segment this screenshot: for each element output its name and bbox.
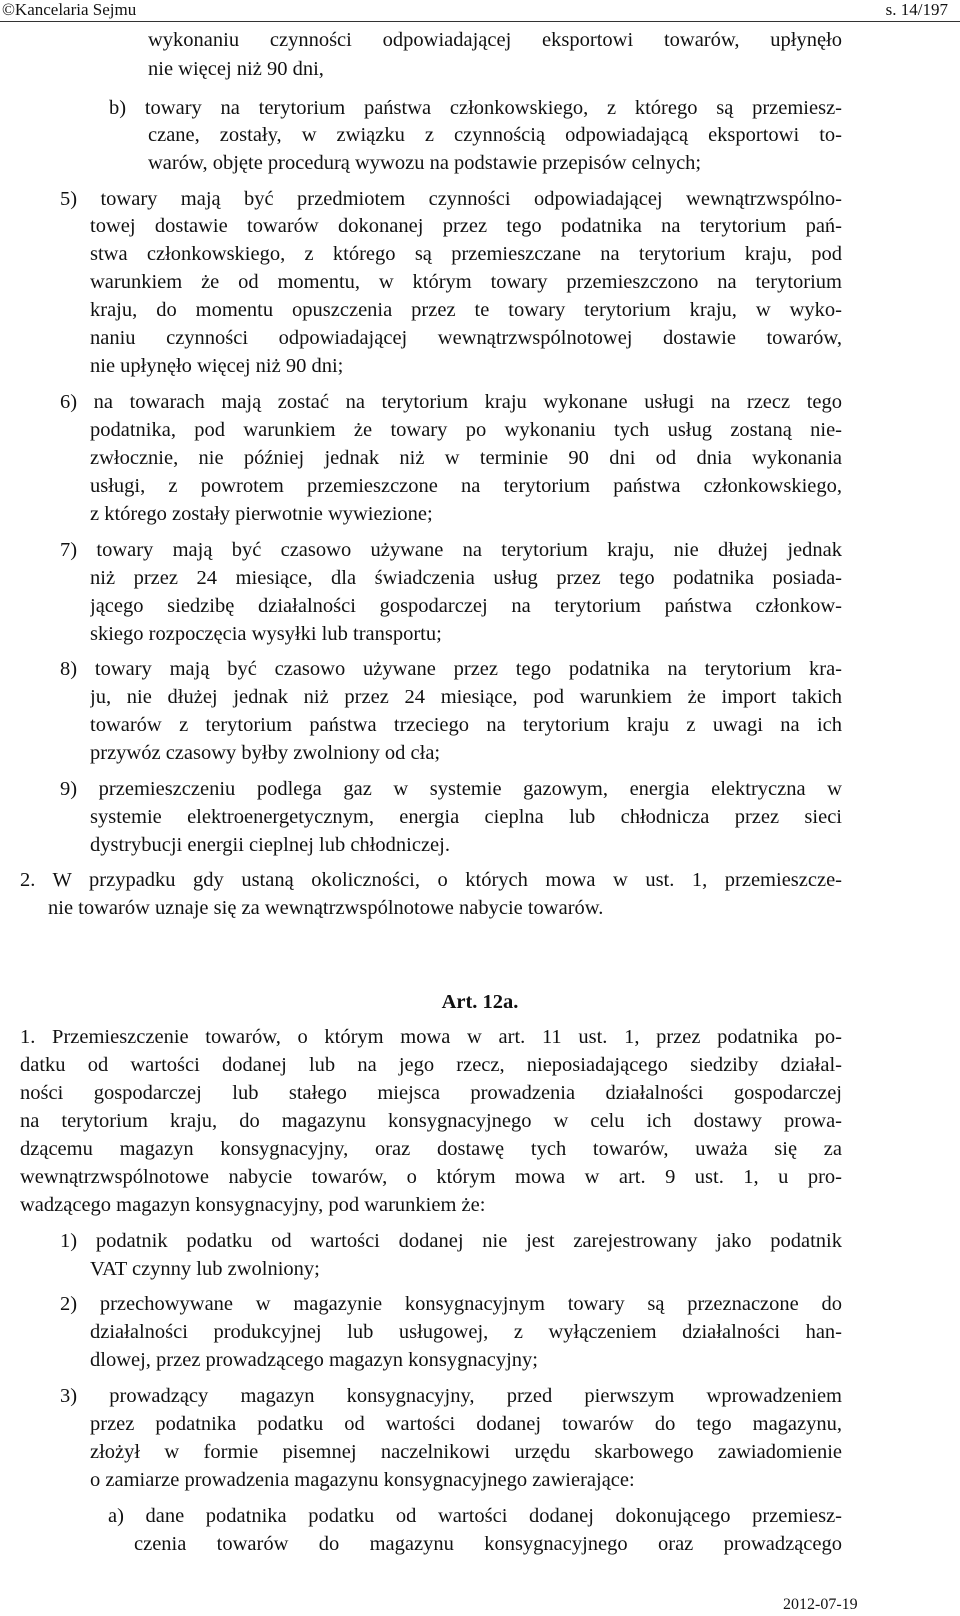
article-heading: Art. 12a. xyxy=(441,991,519,1013)
text-line: VAT czynny lub zwolniony; xyxy=(90,1258,320,1280)
text-line: niż przez 24 miesiące, dla świadczenia usług przez tego podatnika posiada- xyxy=(90,567,842,589)
text-line: o zamiarze prowadzenia magazynu konsygnacyjnego zawierające: xyxy=(90,1469,635,1491)
text-line: naniu czynności odpowiadającej wewnątrzwspólnotowej dostawie towarów, xyxy=(90,327,842,349)
text-line: kraju, do momentu opuszczenia przez te towary terytorium kraju, w wyko- xyxy=(90,299,842,321)
text-line: 7) towary mają być czasowo używane na terytorium kraju, nie dłużej jednak xyxy=(60,539,842,561)
text-line: wykonaniu czynności odpowiadającej eksportowi towarów, upłynęło xyxy=(148,29,842,51)
text-line: jącego siedzibę działalności gospodarczej na terytorium państwa członkow- xyxy=(90,595,842,617)
text-line: 2. W przypadku gdy ustaną okoliczności, o których mowa w ust. 1, przemieszcze- xyxy=(20,869,842,891)
text-line: dlowej, przez prowadzącego magazyn konsygnacyjny; xyxy=(90,1349,538,1371)
text-line: 1) podatnik podatku od wartości dodanej nie jest zarejestrowany jako podatnik xyxy=(60,1230,842,1252)
text-line: dzącemu magazyn konsygnacyjny, oraz dostawę tych towarów, uważa się za xyxy=(20,1138,842,1160)
text-line: warów, objęte procedurą wywozu na podstawie przepisów celnych; xyxy=(148,152,702,174)
text-line: złożył w formie pisemnej naczelnikowi urzędu skarbowego zawiadomienie xyxy=(90,1441,842,1463)
text-line: zwłocznie, nie później jednak niż w terminie 90 dni od dnia wykonania xyxy=(90,447,842,469)
text-line: systemie elektroenergetycznym, energia cieplna lub chłodnicza przez sieci xyxy=(90,806,842,828)
text-line: ności gospodarczej lub stałego miejsca prowadzenia działalności gospodarczej xyxy=(20,1082,842,1104)
text-line: czenia towarów do magazynu konsygnacyjnego oraz prowadzącego xyxy=(134,1533,842,1555)
text-line: a) dane podatnika podatku od wartości dodanej dokonującego przemiesz- xyxy=(108,1505,842,1527)
text-line: wadzącego magazyn konsygnacyjny, pod warunkiem że: xyxy=(20,1194,486,1216)
header-page-number: s. 14/197 xyxy=(885,0,948,19)
text-line: 8) towary mają być czasowo używane przez tego podatnika na terytorium kra- xyxy=(60,658,842,680)
footer-date: 2012-07-19 xyxy=(783,1596,858,1613)
text-line: towej dostawie towarów dokonanej przez tego podatnika na terytorium pań- xyxy=(90,215,842,237)
text-line: warunkiem że od momentu, w którym towary przemieszczono na terytorium xyxy=(90,271,842,293)
text-line: na terytorium kraju, do magazynu konsygnacyjnego w celu ich dostawy prowa- xyxy=(20,1110,842,1132)
text-line: 6) na towarach mają zostać na terytorium kraju wykonane usługi na rzecz tego xyxy=(60,391,842,413)
header-source: ©Kancelaria Sejmu xyxy=(2,0,137,19)
text-line: 9) przemieszczeniu podlega gaz w systemie gazowym, energia elektryczna w xyxy=(60,778,842,800)
text-line: ju, nie dłużej jednak niż przez 24 miesiące, pod warunkiem że import takich xyxy=(90,686,842,708)
text-line: 5) towary mają być przedmiotem czynności odpowiadającej wewnątrzwspólno- xyxy=(60,188,842,210)
header-divider xyxy=(0,21,960,22)
text-line: towarów z terytorium państwa trzeciego na terytorium kraju z uwagi na ich xyxy=(90,714,842,736)
text-line: z którego zostały pierwotnie wywiezione; xyxy=(90,503,433,525)
text-line: przywóz czasowy byłby zwolniony od cła; xyxy=(90,742,441,764)
text-line: nie towarów uznaje się za wewnątrzwspólnotowe nabycie towarów. xyxy=(48,897,604,919)
text-line: czane, zostały, w związku z czynnością odpowiadającą eksportowi to- xyxy=(148,124,842,146)
text-line: usługi, z powrotem przemieszczone na terytorium państwa członkowskiego, xyxy=(90,475,842,497)
text-line: dystrybucji energii cieplnej lub chłodniczej. xyxy=(90,834,450,856)
text-line: przez podatnika podatku od wartości dodanej towarów do tego magazynu, xyxy=(90,1413,842,1435)
text-line: stwa członkowskiego, z którego są przemieszczane na terytorium kraju, pod xyxy=(90,243,842,265)
text-line: nie więcej niż 90 dni, xyxy=(148,58,324,80)
text-line: 2) przechowywane w magazynie konsygnacyjnym towary są przeznaczone do xyxy=(60,1293,842,1315)
text-line: 3) prowadzący magazyn konsygnacyjny, przed pierwszym wprowadzeniem xyxy=(60,1385,842,1407)
text-line: nie upłynęło więcej niż 90 dni; xyxy=(90,355,344,377)
text-line: podatnika, pod warunkiem że towary po wykonaniu tych usług zostaną nie- xyxy=(90,419,842,441)
text-line: b) towary na terytorium państwa członkowskiego, z którego są przemiesz- xyxy=(109,97,842,119)
text-line: 1. Przemieszczenie towarów, o którym mowa w art. 11 ust. 1, przez podatnika po- xyxy=(20,1026,842,1048)
text-line: działalności produkcyjnej lub usługowej, z wyłączeniem działalności han- xyxy=(90,1321,842,1343)
text-line: datku od wartości dodanej lub na jego rzecz, nieposiadającego siedziby działal- xyxy=(20,1054,842,1076)
text-line: skiego rozpoczęcia wysyłki lub transportu; xyxy=(90,623,442,645)
text-line: wewnątrzwspólnotowe nabycie towarów, o którym mowa w art. 9 ust. 1, u pro- xyxy=(20,1166,842,1188)
